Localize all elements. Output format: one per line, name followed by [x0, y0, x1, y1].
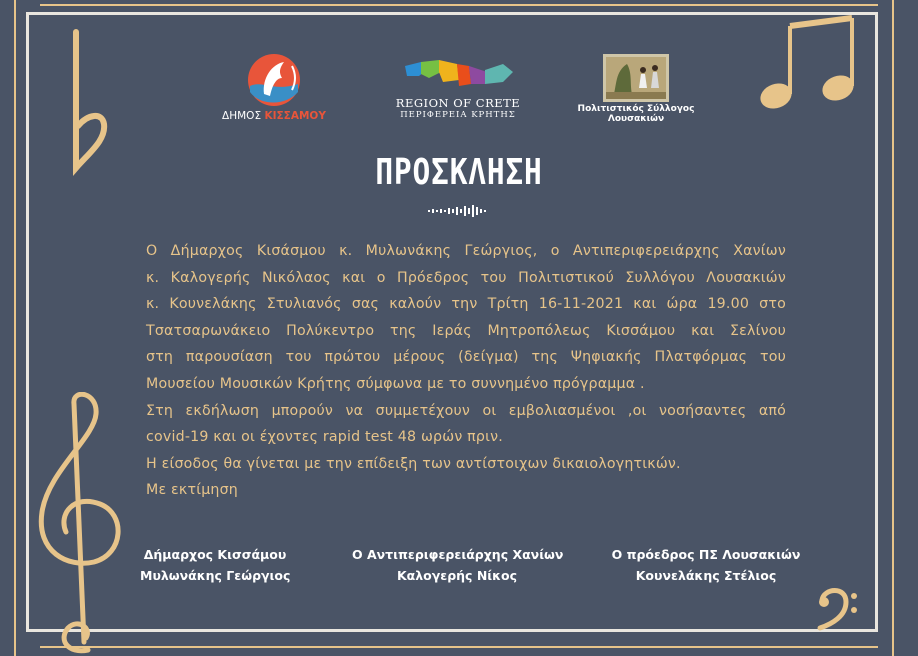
signature-name: Καλογερής Νίκος — [396, 568, 518, 583]
sound-wave-icon — [428, 204, 490, 218]
body-line: κ. Καλογερής Νικόλαος και ο Πρόεδρος του Πολιτιστικού Συλλόγου Λουσακιών — [146, 269, 786, 286]
body-line: covid-19 και οι έχοντες rapid test 48 ωρών πριν. — [146, 429, 503, 446]
gold-line-left — [14, 0, 16, 656]
signature-role: Δήμαρχος Κισσάμου — [143, 547, 287, 562]
body-line: Μουσείου Μουσικών Κρήτης σύμφωνα με το συννημένο πρόγραμμα . — [146, 375, 645, 392]
kissamos-name: ΚΙΣΣΑΜΟΥ — [264, 110, 326, 122]
region-of-crete-logo — [388, 52, 528, 120]
body-line: Η είσοδος θα γίνεται με την επίδειξη των αντίστοιχων δικαιολογητικών. — [146, 455, 681, 472]
signature-vice-governor — [352, 544, 562, 586]
dolphin-logo-icon — [246, 52, 302, 108]
body-line: στη παρουσίαση του πρώτου μέρους (δείγμα) της Ψηφιακής Πλατφόρμας του — [146, 349, 786, 366]
body-line: Στη εκδήλωση μπορούν να συμμετέχουν οι εμβολιασμένοι ,οι νοσήσαντες από — [146, 402, 786, 419]
body-line: κ. Κουνελάκης Στυλιανός σας καλούν την Τρίτη 16-11-2021 και ώρα 19.00 στο — [146, 296, 786, 313]
gold-line-top — [40, 4, 878, 6]
bass-clef-icon — [816, 584, 862, 632]
association-photo-logo — [603, 54, 669, 102]
signature-president — [608, 544, 804, 586]
region-en: REGION OF CRETE — [395, 96, 521, 110]
association-logo — [574, 54, 698, 124]
signature-mayor — [140, 544, 290, 586]
kissamos-logo — [214, 52, 334, 122]
treble-clef-icon — [28, 392, 138, 656]
eighth-notes-icon — [756, 14, 866, 114]
association-line1: Πολιτιστικός Σύλλογος — [577, 104, 695, 114]
signature-role: Ο πρόεδρος ΠΣ Λουσακιών — [611, 547, 801, 562]
signature-name: Μυλωνάκης Γεώργιος — [140, 568, 291, 583]
body-line: Ο Δήμαρχος Κισάσμου κ. Μυλωνάκης Γεώργιος, ο Αντιπεριφερειάρχης Χανίων — [146, 243, 786, 259]
signature-name: Κουνελάκης Στέλιος — [635, 568, 777, 583]
crete-map-logo-icon — [399, 52, 517, 96]
gold-line-bottom — [40, 646, 878, 648]
invitation-body — [146, 238, 786, 504]
gold-line-right — [892, 0, 894, 656]
body-line: Τσατσαρωνάκειο Πολύκεντρο της Ιεράς Μητροπόλεως Κισσάμου και Σελίνου — [146, 322, 786, 339]
body-line: Με εκτίμηση — [146, 482, 238, 499]
invitation-title: ΠΡΟΣΚΛΗΣΗ — [375, 152, 543, 193]
region-gr: ΠΕΡΙΦΕΡΕΙΑ ΚΡΗΤΗΣ — [400, 110, 516, 120]
kissamos-prefix: ΔΗΜΟΣ — [222, 110, 262, 122]
signature-role: Ο Αντιπεριφερειάρχης Χανίων — [352, 547, 564, 562]
association-line2: Λουσακιών — [607, 114, 665, 124]
